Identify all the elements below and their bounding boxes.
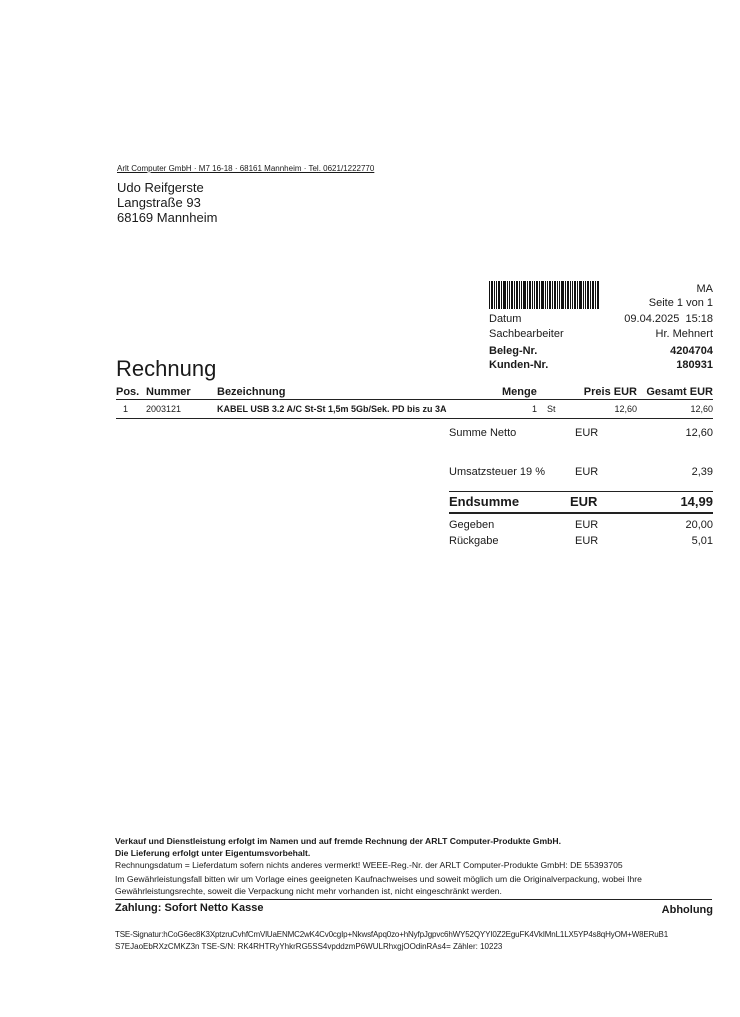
row-bezeichnung: KABEL USB 3.2 A/C St-St 1,5m 5Gb/Sek. PD bis zu 3A xyxy=(217,404,447,414)
footer-line-5: Gewährleistungsrechte, soweit die Verpackung nicht mehr vorhanden ist, nicht eingeschränkt werden. xyxy=(115,886,502,896)
sachbearbeiter-label: Sachbearbeiter xyxy=(489,328,564,340)
sachbearbeiter-value: Hr. Mehnert xyxy=(655,328,713,340)
netto-value: 12,60 xyxy=(685,427,713,439)
ust-value: 2,39 xyxy=(691,466,713,478)
row-nummer: 2003121 xyxy=(146,404,182,414)
doc-code: MA xyxy=(696,283,713,295)
th-pos: Pos. xyxy=(116,386,140,398)
tse-signature: TSE-Signatur:hCoG6ec8K3XptzruCvhfCmVlUaENMC2wK4Cv0cgIp+NkwsfApq0zo+hNyfpJgpvc6hWY52QYYI0Z2EguFK4VkIMnL1LX5YP4s8qHyOM+W8ERuB1 xyxy=(115,930,668,939)
th-menge: Menge xyxy=(502,386,537,398)
barcode xyxy=(489,281,599,309)
rueckgabe-label: Rückgabe xyxy=(449,535,499,547)
th-gesamt: Gesamt EUR xyxy=(646,386,713,398)
datum-label: Datum xyxy=(489,313,522,325)
gegeben-currency: EUR xyxy=(575,519,599,531)
kunden-value: 180931 xyxy=(676,359,713,371)
sender-line: Arlt Computer GmbH · M7 16-18 · 68161 Mannheim · Tel. 0621/1222770 xyxy=(117,164,375,173)
payment-terms: Zahlung: Sofort Netto Kasse xyxy=(115,902,264,914)
row-pos: 1 xyxy=(123,404,129,414)
rueckgabe-value: 5,01 xyxy=(691,535,713,547)
document-title: Rechnung xyxy=(116,356,217,381)
beleg-value: 4204704 xyxy=(670,345,713,357)
endsumme-currency: EUR xyxy=(570,494,598,509)
datum-value: 09.04.2025 15:18 xyxy=(624,313,713,325)
rueckgabe-currency: EUR xyxy=(575,535,599,547)
row-menge: 1 xyxy=(531,404,537,414)
netto-currency: EUR xyxy=(575,427,599,439)
recipient-street: Langstraße 93 xyxy=(117,195,201,210)
th-nummer: Nummer xyxy=(146,386,191,398)
footer-line-2: Die Lieferung erfolgt unter Eigentumsvorbehalt. xyxy=(115,848,311,858)
endsumme-top-line xyxy=(449,491,713,492)
gegeben-label: Gegeben xyxy=(449,519,495,531)
beleg-label: Beleg-Nr. xyxy=(489,345,538,357)
footer-line-1: Verkauf und Dienstleistung erfolgt im Namen und auf fremde Rechnung der ARLT Computer-Produkte GmbH. xyxy=(115,836,561,846)
tse-serial: S7EJaoEbRXzCMKZ3n TSE-S/N: RK4RHTRyYhkrRG5SS4vpddzmP6WULRhxgjOOdinRAs4= Zähler: 10223 xyxy=(115,942,503,951)
endsumme-bottom-line xyxy=(449,512,713,514)
footer-line-4: Im Gewährleistungsfall bitten wir um Vorlage eines geeigneten Kaufnachweises und soweit möglich um die Originalverpackung, wobei Ihre xyxy=(115,874,642,884)
th-bezeichnung: Bezeichnung xyxy=(217,386,286,398)
footer-line-3: Rechnungsdatum = Lieferdatum sofern nichts anderes vermerkt! WEEE-Reg.-Nr. der ARLT Computer-Produkte GmbH: DE 55393705 xyxy=(115,860,623,870)
footer-divider xyxy=(115,899,712,900)
page-indicator: Seite 1 von 1 xyxy=(648,297,713,309)
row-gesamt: 12,60 xyxy=(690,404,713,414)
recipient-city: 68169 Mannheim xyxy=(117,210,218,225)
endsumme-label: Endsumme xyxy=(449,494,520,509)
row-preis: 12,60 xyxy=(614,404,637,414)
th-preis: Preis EUR xyxy=(583,386,637,398)
gegeben-value: 20,00 xyxy=(685,519,713,531)
header-divider xyxy=(116,399,713,400)
ust-currency: EUR xyxy=(575,466,599,478)
endsumme-value: 14,99 xyxy=(680,494,713,509)
pickup-note: Abholung xyxy=(661,904,713,916)
recipient-name: Udo Reifgerste xyxy=(117,180,204,195)
row-einheit: St xyxy=(547,404,556,414)
kunden-label: Kunden-Nr. xyxy=(489,359,549,371)
netto-label: Summe Netto xyxy=(449,427,517,439)
row-divider xyxy=(116,418,713,419)
ust-label: Umsatzsteuer 19 % xyxy=(449,466,545,478)
